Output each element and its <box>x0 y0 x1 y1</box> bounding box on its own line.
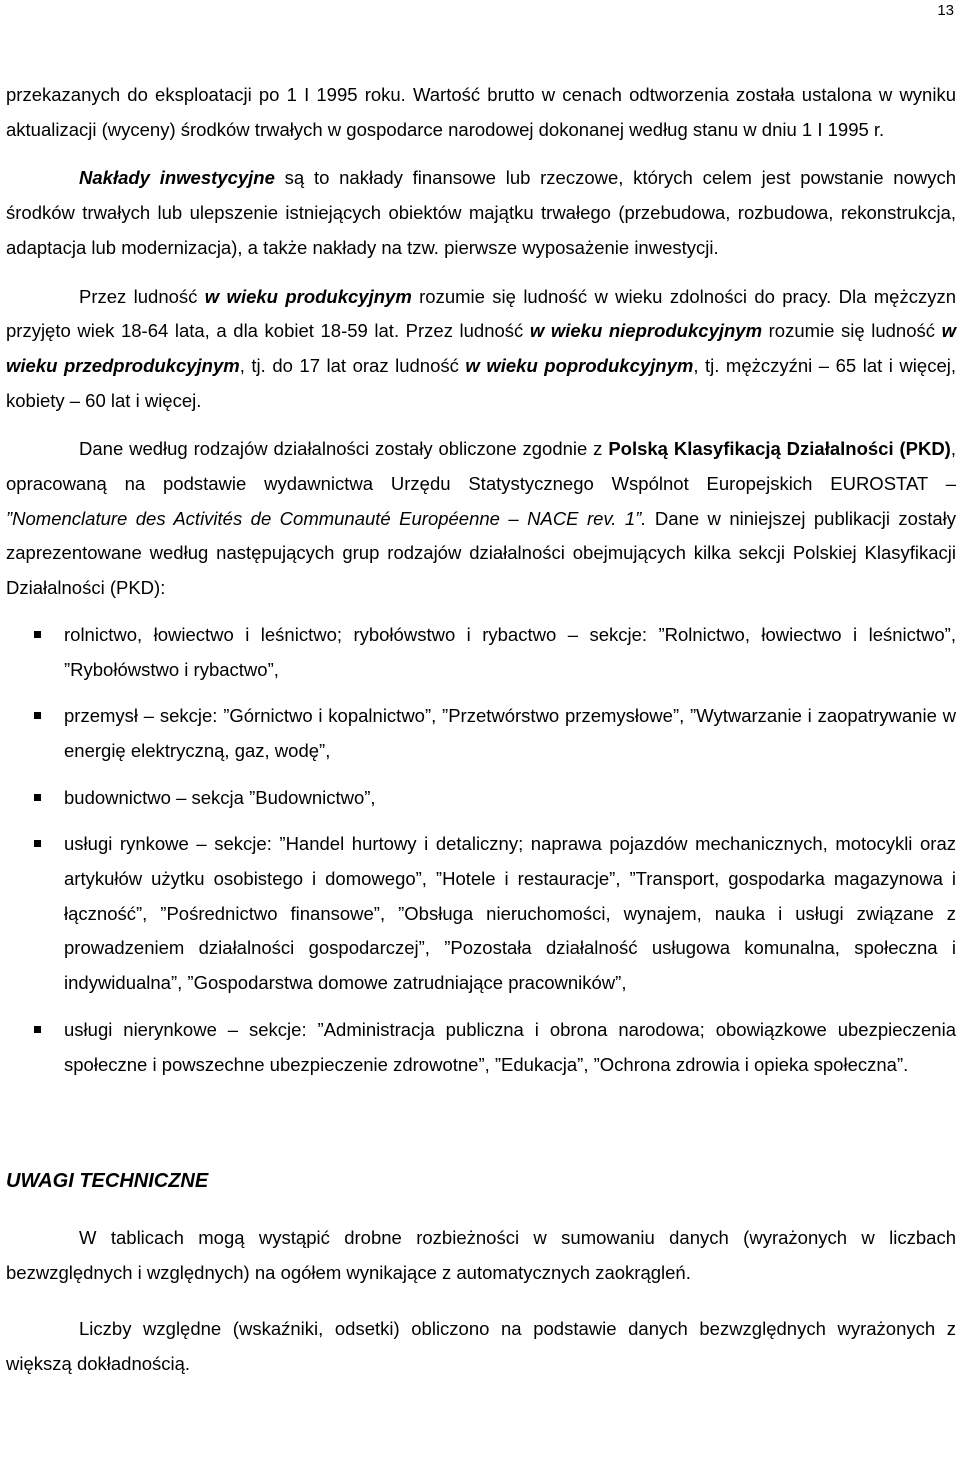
square-bullet-icon <box>34 794 41 801</box>
paragraph-text: Dane według rodzajów działalności zostały obliczone zgodnie z <box>79 438 609 460</box>
list-item-text: usługi rynkowe – sekcje: ”Handel hurtowy i detaliczny; naprawa pojazdów mechanicznych, motocykli oraz artykułów użytku osobistego i domowego”, ”Hotele i restauracje”, ”Transport, gospodarka magazynowa i łączność”, ”Pośrednictwo finansowe”, ”Obsługa nieruchomości, wynajem, nauka i usługi związane z prowadzeniem działalności gospodarczej”, ”Pozostała działalność usługowa komunalna, społeczna i indywidualna”, ”Gospodarstwa domowe zatrudniające pracowników”, <box>64 833 956 994</box>
list-item <box>6 618 956 687</box>
square-bullet-icon <box>34 712 41 719</box>
term-investment-outlays: Nakłady inwestycyjne <box>79 167 275 189</box>
paragraph-text: , tj. do 17 lat oraz ludność <box>239 354 466 376</box>
activity-groups-list <box>6 618 956 1082</box>
list-item-text: usługi nierynkowe – sekcje: ”Administracja publiczna i obrona narodowa; obowiązkowe ubezpieczenia społeczne i powszechne ubezpieczenie zdrowotne”, ”Edukacja”, ”Ochrona zdrowia i opieka społeczna”. <box>64 1018 956 1075</box>
paragraph-rounding: W tablicach mogą wystąpić drobne rozbieżności w sumowaniu danych (wyrażonych w liczbach bezwzględnych i względnych) na ogółem wynikające z automatycznych zaokrągleń. <box>6 1226 956 1283</box>
page-number: 13 <box>937 2 954 19</box>
paragraph-investment-outlays <box>6 161 956 265</box>
nace-title: ”Nomenclature des Activités de Communauté Européenne – NACE rev. 1”. <box>6 507 647 529</box>
paragraph-working-age <box>6 280 956 419</box>
paragraph-text: , opracowaną na podstawie wydawnictwa Urzędu Statystycznego Wspólnot Europejskich EUROSTAT – <box>6 438 956 495</box>
square-bullet-icon <box>34 631 41 638</box>
term-non-working-age: w wieku nieprodukcyjnym <box>529 320 763 342</box>
term-post-working-age: w wieku poprodukcyjnym <box>465 354 694 376</box>
list-item <box>6 781 956 816</box>
term-working-age: w wieku produkcyjnym <box>204 285 412 307</box>
paragraph-text: Dane w niniejszej publikacji zostały zaprezentowane według następujących grup rodzajów działalności obejmujących kilka sekcji Polskiej Klasyfikacji Działalności (PKD): <box>6 507 956 599</box>
document-body <box>6 78 956 1382</box>
paragraph-fixed-assets: przekazanych do eksploatacji po 1 I 1995 roku. Wartość brutto w cenach odtworzenia została ustalona w wyniku aktualizacji (wyceny) środków trwałych w gospodarce narodowej dokonanej według stanu w dniu 1 I 1995 r. <box>6 84 956 140</box>
paragraph-text: rozumie się ludność w wieku zdolności do pracy. Dla mężczyzn przyjęto wiek 18-64 lata, a dla kobiet 18-59 lat. Przez ludność <box>6 285 956 342</box>
paragraph-text: są to nakłady finansowe lub rzeczowe, których celem jest powstanie nowych środków trwałych lub ulepszenie istniejących obiektów majątku trwałego (przebudowa, rozbudowa, rekonstrukcja, adaptacja lub modernizacja), a także nakłady na tzw. pierwsze wyposażenie inwestycji. <box>6 167 957 258</box>
term-pkd: Polską Klasyfikacją Działalności (PKD) <box>608 438 951 460</box>
list-item-text: budownictwo – sekcja ”Budownictwo”, <box>64 786 376 808</box>
square-bullet-icon <box>34 1026 41 1033</box>
paragraph-text: Przez ludność <box>79 285 205 307</box>
paragraph-text: rozumie się ludność <box>762 320 942 342</box>
paragraph-relative-numbers: Liczby względne (wskaźniki, odsetki) obliczono na podstawie danych bezwzględnych wyrażonych z większą dokładnością. <box>6 1318 956 1375</box>
paragraph-pkd <box>6 432 956 606</box>
list-item <box>6 1013 956 1082</box>
paragraph-text: , tj. mężczyźni – 65 lat i więcej, kobiety – 60 lat i więcej. <box>6 354 956 411</box>
list-item <box>6 827 956 1001</box>
list-item <box>6 699 956 768</box>
square-bullet-icon <box>34 840 41 847</box>
list-item-text: rolnictwo, łowiectwo i leśnictwo; rybołówstwo i rybactwo – sekcje: ”Rolnictwo, łowiectwo i leśnictwo”, ”Rybołówstwo i rybactwo”, <box>64 623 956 680</box>
term-pre-working-age: w wieku przedprodukcyjnym <box>6 320 956 376</box>
section-title-technical-notes: UWAGI TECHNICZNE <box>6 1170 209 1193</box>
list-item-text: przemysł – sekcje: ”Górnictwo i kopalnictwo”, ”Przetwórstwo przemysłowe”, ”Wytwarzanie i zaopatrywanie w energię elektryczną, gaz, wodę”, <box>64 705 956 761</box>
